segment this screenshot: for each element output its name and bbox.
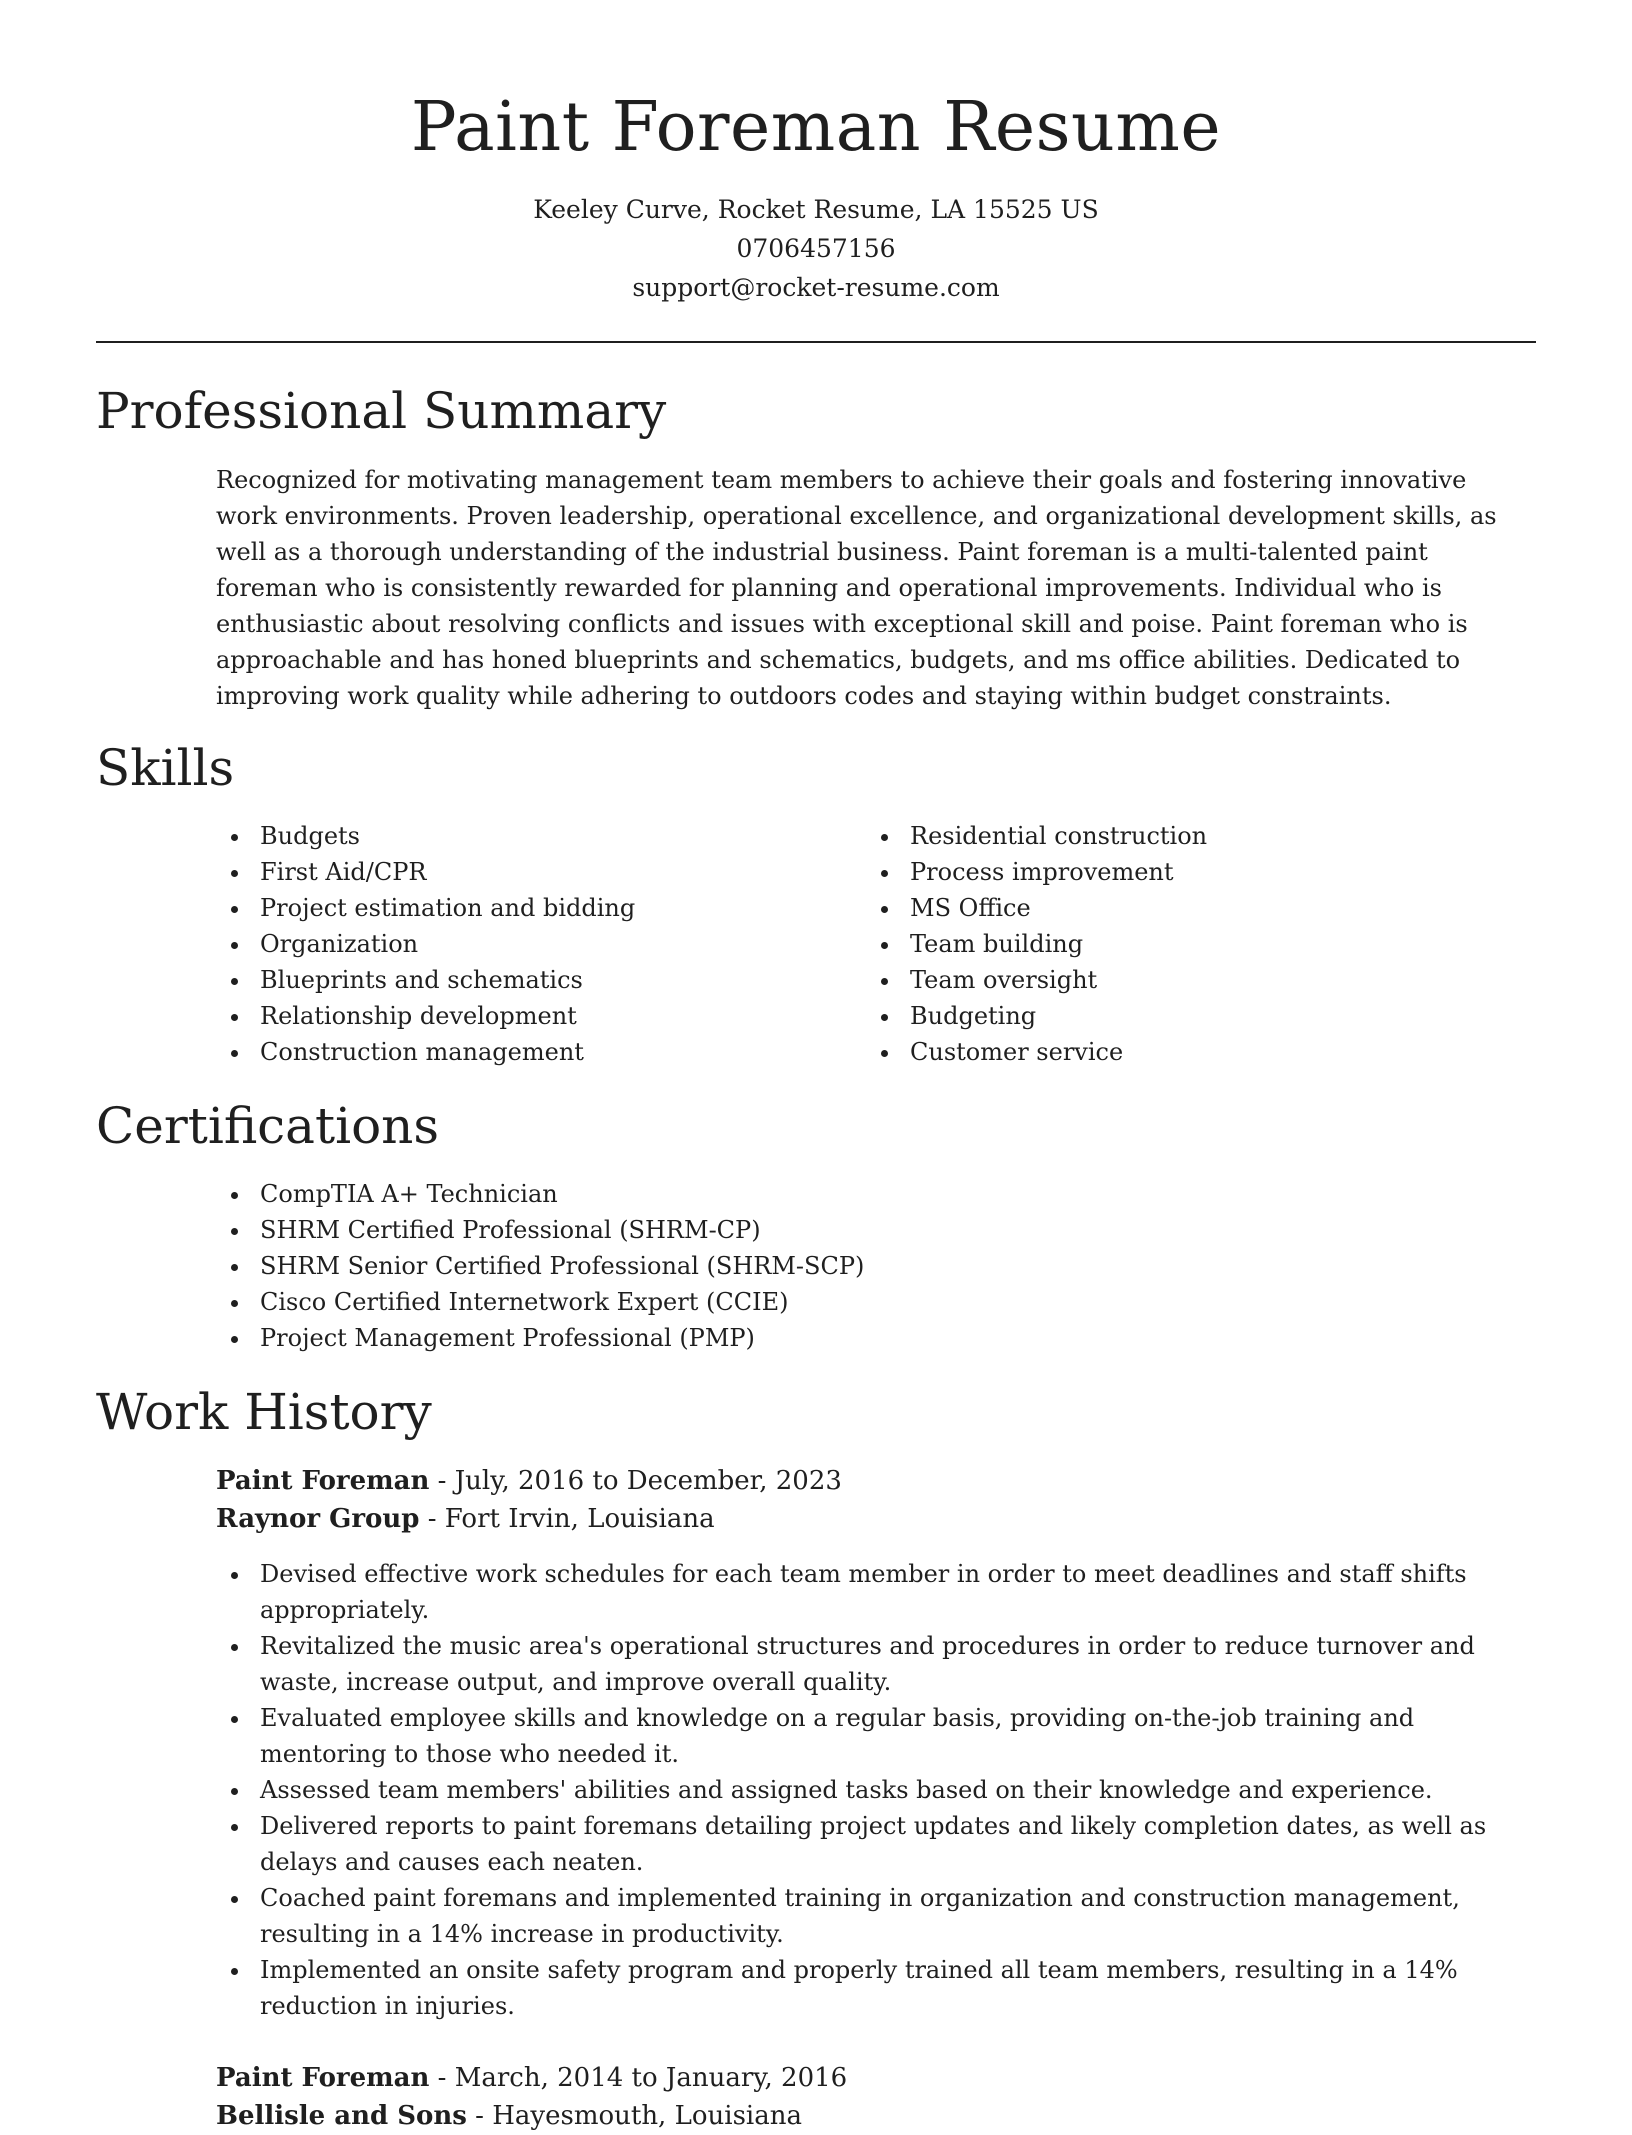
job-location: - Hayesmouth, Louisiana <box>466 2101 802 2131</box>
skill-item: MS Office <box>866 890 1466 926</box>
job-company: Bellisle and Sons <box>216 2101 467 2131</box>
skill-item: Budgets <box>216 818 816 854</box>
skill-item: Team building <box>866 926 1466 962</box>
contact-email: support@rocket-resume.com <box>632 273 1000 302</box>
job-company-line <box>216 1500 1536 1538</box>
skills-list-right <box>866 818 1466 1070</box>
document-title: Paint Foreman Resume <box>410 88 1222 167</box>
skill-item: Organization <box>216 926 816 962</box>
job-dates: - July, 2016 to December, 2023 <box>429 1466 842 1496</box>
certification-item: SHRM Senior Certified Professional (SHRM-SCP) <box>216 1248 1416 1284</box>
job-header <box>216 2059 1536 2135</box>
responsibility-item: Coached paint foremans and implemented training in organization and construction management, resulting in a 14% increase in productivity. <box>216 1880 1536 1952</box>
job-title-line <box>216 2059 1536 2097</box>
resume-header <box>0 0 1632 307</box>
job-title: Paint Foreman <box>216 2063 430 2093</box>
certifications-list <box>216 1176 1416 1356</box>
skill-item: Relationship development <box>216 998 816 1034</box>
job-header <box>216 1462 1536 1538</box>
certification-item: CompTIA A+ Technician <box>216 1176 1416 1212</box>
skill-item: First Aid/CPR <box>216 854 816 890</box>
skill-item: Project estimation and bidding <box>216 890 816 926</box>
responsibility-item: Revitalized the music area's operational structures and procedures in order to reduce turnover and waste, increase output, and improve overall quality. <box>216 1628 1536 1700</box>
job-dates: - March, 2014 to January, 2016 <box>429 2063 848 2093</box>
skill-item: Residential construction <box>866 818 1466 854</box>
section-heading-certifications: Certifications <box>96 1097 440 1155</box>
job-title: Paint Foreman <box>216 1466 430 1496</box>
skill-item: Process improvement <box>866 854 1466 890</box>
certification-item: Project Management Professional (PMP) <box>216 1320 1416 1356</box>
contact-phone: 0706457156 <box>736 234 896 263</box>
job-title-line <box>216 1462 1536 1500</box>
responsibility-item: Assessed team members' abilities and assigned tasks based on their knowledge and experience. <box>216 1772 1536 1808</box>
certification-item: SHRM Certified Professional (SHRM-CP) <box>216 1212 1416 1248</box>
skill-item: Team oversight <box>866 962 1466 998</box>
section-heading-skills: Skills <box>96 739 235 797</box>
job-company-line <box>216 2097 1536 2135</box>
summary-text: Recognized for motivating management team members to achieve their goals and fostering innovative work environments. Proven leadership, operational excellence, and organizational development skills, as well as a thorough understanding of the industrial business. Paint foreman is a multi-talented paint foreman who is consistently rewarded for planning and operational improvements. Individual who is enthusiastic about resolving conflicts and issues with exceptional skill and poise. Paint foreman who is approachable and has honed blueprints and schematics, budgets, and ms office abilities. Dedicated to improving work quality while adhering to outdoors codes and staying within budget constraints. <box>216 466 1497 710</box>
skills-list-left <box>216 818 816 1070</box>
responsibility-item: Implemented an onsite safety program and properly trained all team members, resulting in a 14% reduction in injuries. <box>216 1952 1536 2024</box>
responsibility-item: Delivered reports to paint foremans detailing project updates and likely completion dates, as well as delays and causes each neaten. <box>216 1808 1536 1880</box>
skill-item: Construction management <box>216 1034 816 1070</box>
contact-address: Keeley Curve, Rocket Resume, LA 15525 US <box>533 195 1099 224</box>
contact-block <box>0 190 1632 307</box>
skill-item: Budgeting <box>866 998 1466 1034</box>
job-responsibilities <box>216 1556 1536 2024</box>
section-heading-work-history: Work History <box>96 1383 432 1441</box>
responsibility-item: Evaluated employee skills and knowledge on a regular basis, providing on-the-job training and mentoring to those who needed it. <box>216 1700 1536 1772</box>
section-heading-summary: Professional Summary <box>96 382 667 440</box>
certification-item: Cisco Certified Internetwork Expert (CCIE) <box>216 1284 1416 1320</box>
job-company: Raynor Group <box>216 1504 420 1534</box>
responsibility-item: Devised effective work schedules for each team member in order to meet deadlines and staff shifts appropriately. <box>216 1556 1536 1628</box>
job-location: - Fort Irvin, Louisiana <box>419 1504 715 1534</box>
skill-item: Blueprints and schematics <box>216 962 816 998</box>
skill-item: Customer service <box>866 1034 1466 1070</box>
header-divider <box>96 341 1536 343</box>
